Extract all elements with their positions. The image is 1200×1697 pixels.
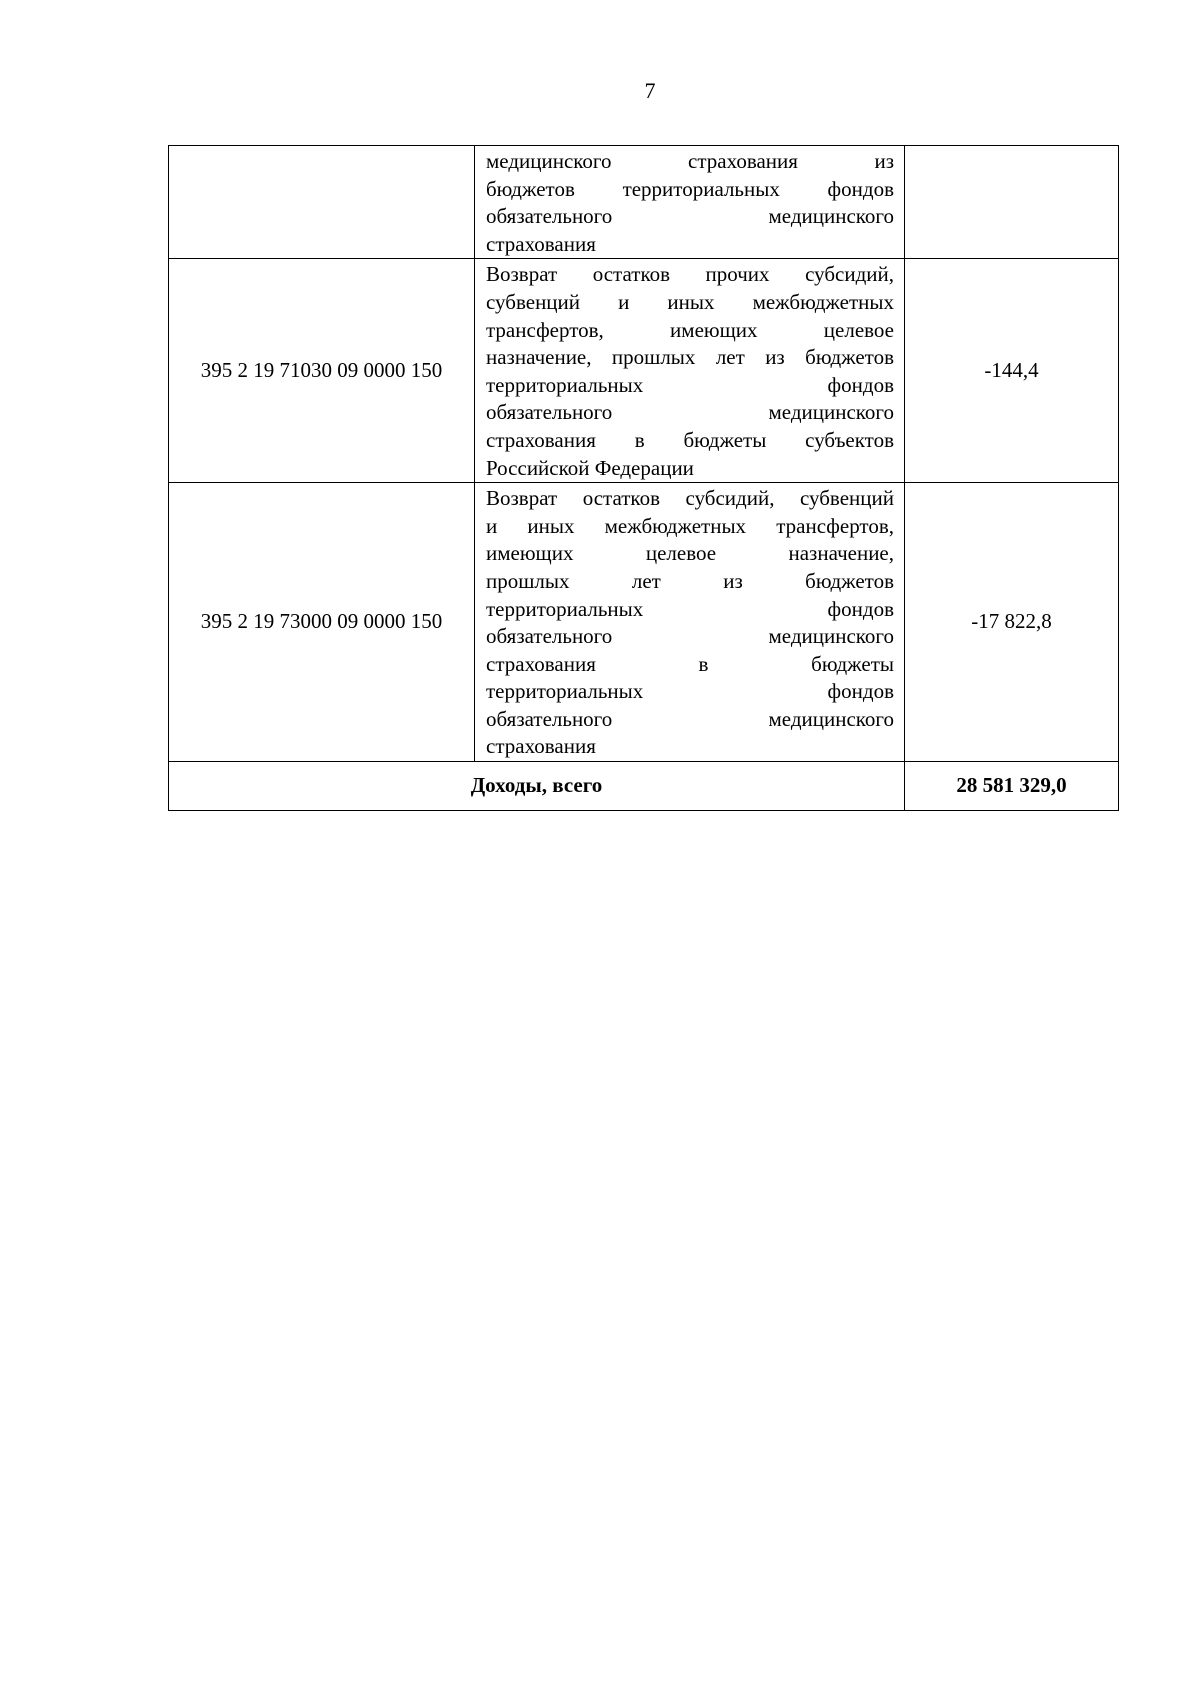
- total-label: Доходы, всего: [169, 762, 905, 811]
- income-name-line: и иных межбюджетных трансфертов,: [486, 513, 894, 538]
- amount-cell: -17 822,8: [905, 483, 1119, 762]
- income-table-body: [169, 146, 1119, 811]
- table-row: [169, 483, 1119, 762]
- income-name-line: обязательного медицинского: [486, 624, 894, 649]
- table-row: [169, 259, 1119, 483]
- income-name-line: имеющих целевое назначение,: [486, 541, 894, 566]
- income-name-line: территориальных фондов: [486, 679, 894, 704]
- income-name-line: Возврат остатков субсидий, субвенций: [486, 486, 894, 511]
- income-name-cell: [475, 483, 905, 762]
- income-name-line: Возврат остатков прочих субсидий,: [486, 262, 894, 287]
- amount-cell: -144,4: [905, 259, 1119, 483]
- income-name-line: обязательного медицинского: [486, 204, 894, 229]
- table-row: [169, 146, 1119, 259]
- income-name-line: обязательного медицинского: [486, 706, 894, 731]
- income-name-line: страхования в бюджеты: [486, 651, 894, 676]
- income-name-line: медицинского страхования из: [486, 149, 894, 173]
- budget-code-cell: [169, 146, 475, 259]
- income-name-line: назначение, прошлых лет из бюджетов: [486, 345, 894, 370]
- income-name-line: страхования: [486, 231, 596, 256]
- income-name-line: субвенций и иных межбюджетных: [486, 289, 894, 314]
- page-number: 7: [644, 78, 656, 103]
- income-name-line: бюджетов территориальных фондов: [486, 176, 894, 201]
- income-name-line: Российской Федерации: [486, 455, 694, 480]
- income-name-line: обязательного медицинского: [486, 400, 894, 425]
- income-name-line: территориальных фондов: [486, 372, 894, 397]
- income-name-line: страхования в бюджеты субъектов: [486, 427, 894, 452]
- income-name-line: прошлых лет из бюджетов: [486, 568, 894, 593]
- total-row: [169, 762, 1119, 811]
- income-name-line: страхования: [486, 734, 596, 759]
- income-name-cell: [475, 259, 905, 483]
- budget-code-cell: 395 2 19 71030 09 0000 150: [169, 259, 475, 483]
- amount-cell: [905, 146, 1119, 259]
- income-table: [168, 145, 1119, 811]
- total-amount: 28 581 329,0: [905, 762, 1119, 811]
- income-name-line: трансфертов, имеющих целевое: [486, 317, 894, 342]
- income-name-cell: [475, 146, 905, 259]
- income-name-line: территориальных фондов: [486, 596, 894, 621]
- budget-code-cell: 395 2 19 73000 09 0000 150: [169, 483, 475, 762]
